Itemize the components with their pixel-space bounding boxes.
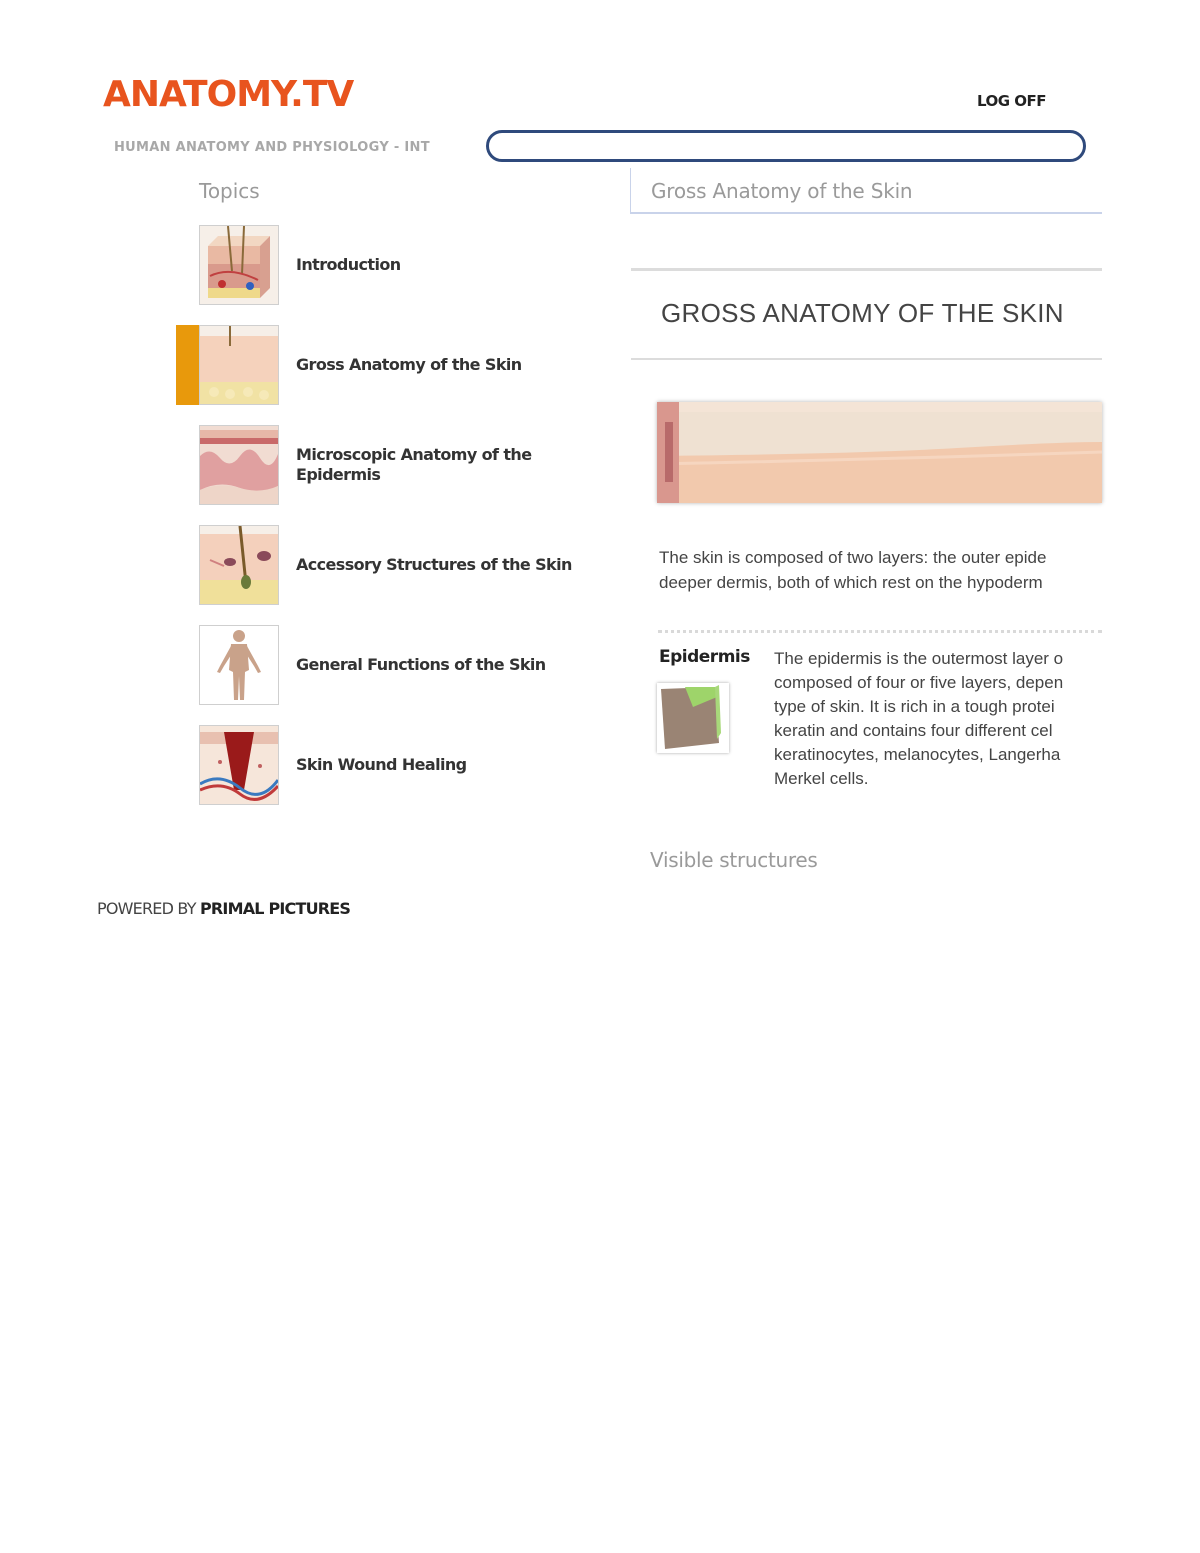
page-title: GROSS ANATOMY OF THE SKIN: [661, 298, 1064, 328]
topic-label: Introduction: [296, 255, 401, 274]
skin-cross-section-image[interactable]: [657, 402, 1102, 503]
skin-layers-icon: [199, 325, 279, 405]
epidermis-thumbnail[interactable]: [657, 683, 729, 753]
breadcrumb-label: Gross Anatomy of the Skin: [651, 179, 913, 203]
topic-item-skin-wound-healing[interactable]: [176, 725, 596, 805]
hair-follicle-icon: [199, 525, 279, 605]
visible-structures-heading[interactable]: Visible structures: [650, 848, 818, 872]
article-divider: [631, 268, 1102, 271]
skin-block-introduction-icon: [199, 225, 279, 305]
intro-paragraph: [659, 545, 1102, 595]
primal-pictures-brand: PRIMAL PICTURES: [199, 899, 351, 918]
powered-by-label: POWERED BY: [97, 899, 196, 918]
topic-item-introduction[interactable]: [176, 225, 596, 305]
topic-item-gross-anatomy[interactable]: [176, 325, 596, 405]
topic-item-general-functions[interactable]: [176, 625, 596, 705]
human-body-icon: [199, 625, 279, 705]
intro-line: The skin is composed of two layers: the outer epide: [659, 548, 1047, 567]
breadcrumb-tab[interactable]: [630, 168, 1102, 214]
topics-heading: Topics: [199, 179, 260, 203]
structure-name-epidermis: Epidermis: [659, 647, 750, 667]
powered-by-footer: [97, 899, 350, 918]
description-line: keratin and contains four different cel: [774, 721, 1053, 740]
topic-label: Microscopic Anatomy of the Epidermis: [296, 445, 532, 484]
epidermis-micro-icon: [199, 425, 279, 505]
description-line: type of skin. It is rich in a tough protei: [774, 697, 1055, 716]
description-line: The epidermis is the outermost layer o: [774, 649, 1064, 668]
description-line: keratinocytes, melanocytes, Langerha: [774, 745, 1061, 764]
product-title: HUMAN ANATOMY AND PHYSIOLOGY - INT: [114, 140, 430, 155]
description-line: composed of four or five layers, depen: [774, 673, 1064, 692]
description-line: Merkel cells.: [774, 769, 869, 788]
anatomy-tv-logo[interactable]: ANATOMY.TV: [103, 74, 354, 115]
intro-line: deeper dermis, both of which rest on the hypoderm: [659, 573, 1043, 592]
topic-item-microscopic-anatomy[interactable]: [176, 425, 596, 505]
wound-healing-icon: [199, 725, 279, 805]
structure-description: [774, 647, 1102, 791]
topic-label: Accessory Structures of the Skin: [296, 555, 572, 574]
section-divider: [658, 630, 1102, 633]
topic-item-accessory-structures[interactable]: [176, 525, 596, 605]
topic-label: General Functions of the Skin: [296, 655, 546, 674]
topic-label: Gross Anatomy of the Skin: [296, 355, 522, 374]
log-off-link[interactable]: LOG OFF: [977, 92, 1047, 110]
search-input[interactable]: [486, 130, 1086, 162]
topic-label: Skin Wound Healing: [296, 755, 467, 774]
title-divider: [631, 358, 1102, 360]
